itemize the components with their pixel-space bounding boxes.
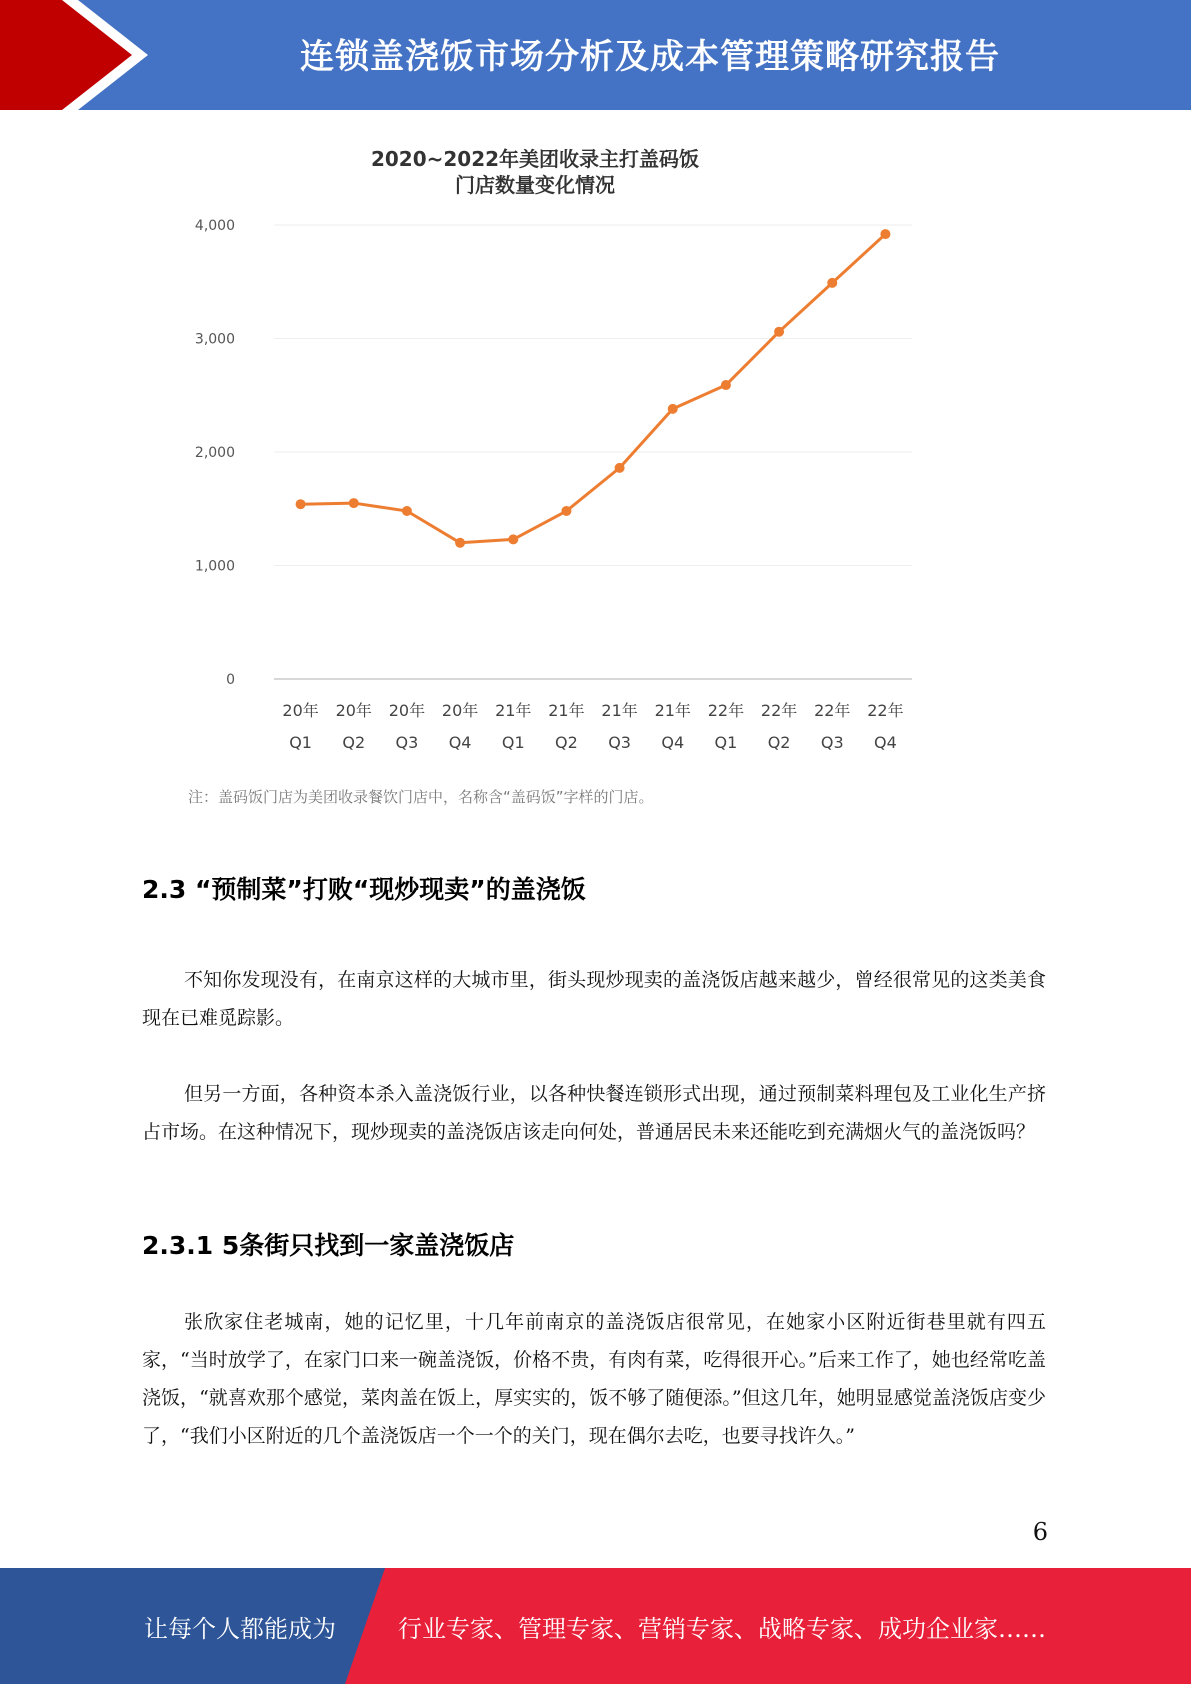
data-point — [615, 463, 625, 473]
x-tick-label: 21年 — [495, 701, 532, 720]
x-tick-label: Q2 — [342, 733, 366, 752]
x-tick-label: Q2 — [555, 733, 578, 752]
x-tick-label: Q4 — [448, 733, 472, 752]
x-tick-label: 21年 — [601, 701, 638, 720]
x-tick-label: Q3 — [395, 733, 419, 752]
y-tick-label: 3,000 — [194, 331, 235, 348]
x-tick-label: 22年 — [760, 701, 798, 720]
x-tick-label: Q1 — [714, 733, 738, 752]
subsection-heading: 2.3.1 5条街只找到一家盖浇饭店 — [142, 1231, 515, 1260]
data-point — [880, 229, 890, 239]
chart-plot — [170, 130, 940, 780]
chart-note: 注：盖码饭门店为美团收录餐饮门店中，名称含“盖码饭”字样的门店。 — [188, 788, 654, 806]
x-tick-label: 22年 — [707, 701, 745, 720]
x-tick-label: 20年 — [388, 701, 426, 720]
x-tick-label: 20年 — [282, 701, 319, 720]
footer-slogan-left: 让每个人都能成为 — [144, 1614, 336, 1643]
data-point — [508, 534, 518, 544]
x-tick-label: Q1 — [289, 733, 312, 752]
x-tick-label: Q1 — [501, 733, 525, 752]
x-tick-label: Q2 — [767, 733, 791, 752]
y-tick-label: 4,000 — [194, 218, 235, 234]
section-heading: 2.3 “预制菜”打败“现炒现卖”的盖浇饭 — [142, 875, 586, 904]
x-tick-label: 22年 — [814, 701, 851, 720]
y-tick-label: 1,000 — [194, 558, 235, 575]
x-tick-label: Q3 — [820, 733, 844, 752]
data-point — [349, 498, 359, 508]
x-tick-label: 22年 — [867, 701, 904, 720]
page-footer — [0, 1568, 1191, 1684]
chart-title-line2: 门店数量变化情况 — [455, 173, 615, 197]
x-tick-label: 21年 — [654, 701, 691, 720]
data-point — [561, 506, 571, 516]
section-paragraph-2: 但另一方面，各种资本杀入盖浇饭行业，以各种快餐连锁形式出现，通过预制菜料理包及工业化生产挤占市场。在这种情况下，现炒现卖的盖浇饭店该走向何处，普通居民未来还能吃到充满烟火气的盖浇饭吗？ — [142, 1083, 1046, 1143]
subsection-paragraph-1: 张欣家住老城南，她的记忆里，十几年前南京的盖浇饭店很常见，在她家小区附近街巷里就有四五家，“当时放学了，在家门口来一碗盖浇饭，价格不贵，有肉有菜，吃得很开心。”后来工作了，她也经常吃盖浇饭，“就喜欢那个感觉，菜肉盖在饭上，厚实实的，饭不够了随便添。”但这几年，她明显感觉盖浇饭店变少了，“我们小区附近的几个盖浇饭店一个一个的关门，现在偶尔去吃，也要寻找许久。” — [142, 1311, 1046, 1447]
data-point — [668, 404, 678, 414]
report-title: 连锁盖浇饭市场分析及成本管理策略研究报告 — [300, 36, 1000, 77]
x-tick-label: 21年 — [548, 701, 585, 720]
x-tick-label: 20年 — [335, 701, 372, 720]
page-number: 6 — [1032, 1518, 1048, 1546]
data-point — [721, 380, 731, 390]
x-tick-label: Q4 — [874, 733, 897, 752]
y-tick-label: 0 — [226, 672, 235, 688]
data-point — [296, 499, 306, 509]
data-point — [402, 506, 412, 516]
store-count-chart — [170, 130, 940, 820]
footer-slogan-right: 行业专家、管理专家、营销专家、战略专家、成功企业家…… — [398, 1614, 1046, 1643]
data-point — [455, 538, 465, 548]
x-tick-label: Q4 — [661, 733, 685, 752]
chart-title-line1: 2020~2022年美团收录主打盖码饭 — [370, 147, 700, 171]
y-tick-label: 2,000 — [194, 445, 235, 461]
x-tick-label: Q3 — [608, 733, 631, 752]
x-tick-label: 20年 — [441, 701, 479, 720]
page-header — [0, 0, 1191, 110]
data-point — [827, 278, 837, 288]
series-line — [301, 234, 886, 543]
data-point — [774, 327, 784, 337]
section-paragraph-1: 不知你发现没有，在南京这样的大城市里，街头现炒现卖的盖浇饭店越来越少，曾经很常见的这类美食现在已难觅踪影。 — [142, 969, 1046, 1029]
